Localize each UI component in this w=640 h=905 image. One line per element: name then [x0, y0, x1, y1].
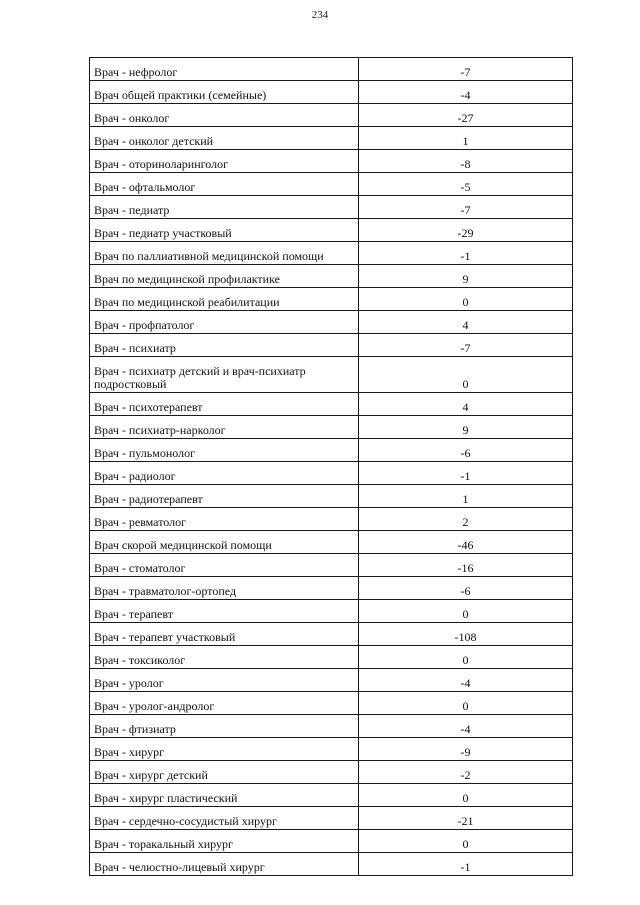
- value-cell: -1: [359, 462, 573, 485]
- specialty-name-cell: Врач - радиолог: [90, 462, 359, 485]
- table-row: [90, 416, 573, 439]
- specialty-name-cell: Врач - психиатр-нарколог: [90, 416, 359, 439]
- specialty-name-cell: Врач - токсиколог: [90, 646, 359, 669]
- table-row: [90, 393, 573, 416]
- specialty-name-cell: Врач - хирург: [90, 738, 359, 761]
- table-row: [90, 784, 573, 807]
- table-row: [90, 311, 573, 334]
- value-cell: 0: [359, 600, 573, 623]
- specialty-name-cell: Врач - психотерапевт: [90, 393, 359, 416]
- table-row: [90, 738, 573, 761]
- specialty-name-cell: Врач - сердечно-сосудистый хирург: [90, 807, 359, 830]
- value-cell: -1: [359, 853, 573, 876]
- value-cell: -4: [359, 669, 573, 692]
- value-cell: -6: [359, 439, 573, 462]
- table-row: [90, 853, 573, 876]
- specialty-name-cell: Врач - пульмонолог: [90, 439, 359, 462]
- value-cell: -6: [359, 577, 573, 600]
- table-row: [90, 196, 573, 219]
- table-body: [90, 58, 573, 876]
- specialty-name-cell: Врач по медицинской профилактике: [90, 265, 359, 288]
- table-row: [90, 715, 573, 738]
- table-row: [90, 462, 573, 485]
- specialty-name-cell: Врач скорой медицинской помощи: [90, 531, 359, 554]
- specialty-name-cell: Врач - ревматолог: [90, 508, 359, 531]
- value-cell: 4: [359, 311, 573, 334]
- specialty-name-cell: Врач - торакальный хирург: [90, 830, 359, 853]
- specialty-name-cell: Врач - радиотерапевт: [90, 485, 359, 508]
- specialists-table: [89, 57, 573, 876]
- specialty-name-cell: Врач - офтальмолог: [90, 173, 359, 196]
- table-row: [90, 830, 573, 853]
- specialty-name-cell: Врач - педиатр: [90, 196, 359, 219]
- value-cell: 4: [359, 393, 573, 416]
- specialty-name-cell: Врач - нефролог: [90, 58, 359, 81]
- table-row: [90, 265, 573, 288]
- table-row: [90, 554, 573, 577]
- table-row: [90, 577, 573, 600]
- table-row: [90, 357, 573, 393]
- table-row: [90, 219, 573, 242]
- table-row: [90, 439, 573, 462]
- value-cell: 0: [359, 357, 573, 393]
- value-cell: -4: [359, 715, 573, 738]
- value-cell: 1: [359, 127, 573, 150]
- table-row: [90, 646, 573, 669]
- value-cell: -27: [359, 104, 573, 127]
- specialty-name-cell: Врач общей практики (семейные): [90, 81, 359, 104]
- value-cell: 0: [359, 784, 573, 807]
- specialty-name-cell: Врач - психиатр детский и врач-психиатр подростковый: [90, 357, 359, 393]
- specialty-name-cell: Врач - психиатр: [90, 334, 359, 357]
- table-row: [90, 508, 573, 531]
- specialty-name-cell: Врач - стоматолог: [90, 554, 359, 577]
- specialty-name-cell: Врач - онколог детский: [90, 127, 359, 150]
- value-cell: -2: [359, 761, 573, 784]
- value-cell: -108: [359, 623, 573, 646]
- table-row: [90, 58, 573, 81]
- value-cell: 2: [359, 508, 573, 531]
- table-row: [90, 807, 573, 830]
- specialty-name-cell: Врач - уролог: [90, 669, 359, 692]
- value-cell: 1: [359, 485, 573, 508]
- specialty-name-cell: Врач - фтизиатр: [90, 715, 359, 738]
- table-row: [90, 173, 573, 196]
- page-number: 234: [311, 9, 329, 21]
- value-cell: -46: [359, 531, 573, 554]
- value-cell: 0: [359, 288, 573, 311]
- value-cell: -7: [359, 196, 573, 219]
- specialty-name-cell: Врач - хирург детский: [90, 761, 359, 784]
- value-cell: 0: [359, 692, 573, 715]
- table-row: [90, 242, 573, 265]
- value-cell: 9: [359, 416, 573, 439]
- specialty-name-cell: Врач - онколог: [90, 104, 359, 127]
- value-cell: -7: [359, 334, 573, 357]
- table-row: [90, 669, 573, 692]
- value-cell: -4: [359, 81, 573, 104]
- value-cell: 0: [359, 646, 573, 669]
- value-cell: 0: [359, 830, 573, 853]
- value-cell: -8: [359, 150, 573, 173]
- value-cell: 9: [359, 265, 573, 288]
- specialty-name-cell: Врач - педиатр участковый: [90, 219, 359, 242]
- value-cell: -16: [359, 554, 573, 577]
- specialty-name-cell: Врач по медицинской реабилитации: [90, 288, 359, 311]
- specialty-name-cell: Врач - уролог-андролог: [90, 692, 359, 715]
- table-row: [90, 692, 573, 715]
- table-row: [90, 150, 573, 173]
- value-cell: -21: [359, 807, 573, 830]
- table-row: [90, 81, 573, 104]
- value-cell: -7: [359, 58, 573, 81]
- specialty-name-cell: Врач - терапевт участковый: [90, 623, 359, 646]
- value-cell: -29: [359, 219, 573, 242]
- table-row: [90, 104, 573, 127]
- table-row: [90, 288, 573, 311]
- value-cell: -9: [359, 738, 573, 761]
- table-row: [90, 531, 573, 554]
- table-row: [90, 761, 573, 784]
- specialty-name-cell: Врач - оториноларинголог: [90, 150, 359, 173]
- specialty-name-cell: Врач - травматолог-ортопед: [90, 577, 359, 600]
- table-row: [90, 334, 573, 357]
- specialty-name-cell: Врач - терапевт: [90, 600, 359, 623]
- specialty-name-cell: Врач - хирург пластический: [90, 784, 359, 807]
- specialty-name-cell: Врач по паллиативной медицинской помощи: [90, 242, 359, 265]
- table-row: [90, 127, 573, 150]
- specialty-name-cell: Врач - профпатолог: [90, 311, 359, 334]
- value-cell: -1: [359, 242, 573, 265]
- table-row: [90, 485, 573, 508]
- table-row: [90, 623, 573, 646]
- specialty-name-cell: Врач - челюстно-лицевый хирург: [90, 853, 359, 876]
- table-row: [90, 600, 573, 623]
- value-cell: -5: [359, 173, 573, 196]
